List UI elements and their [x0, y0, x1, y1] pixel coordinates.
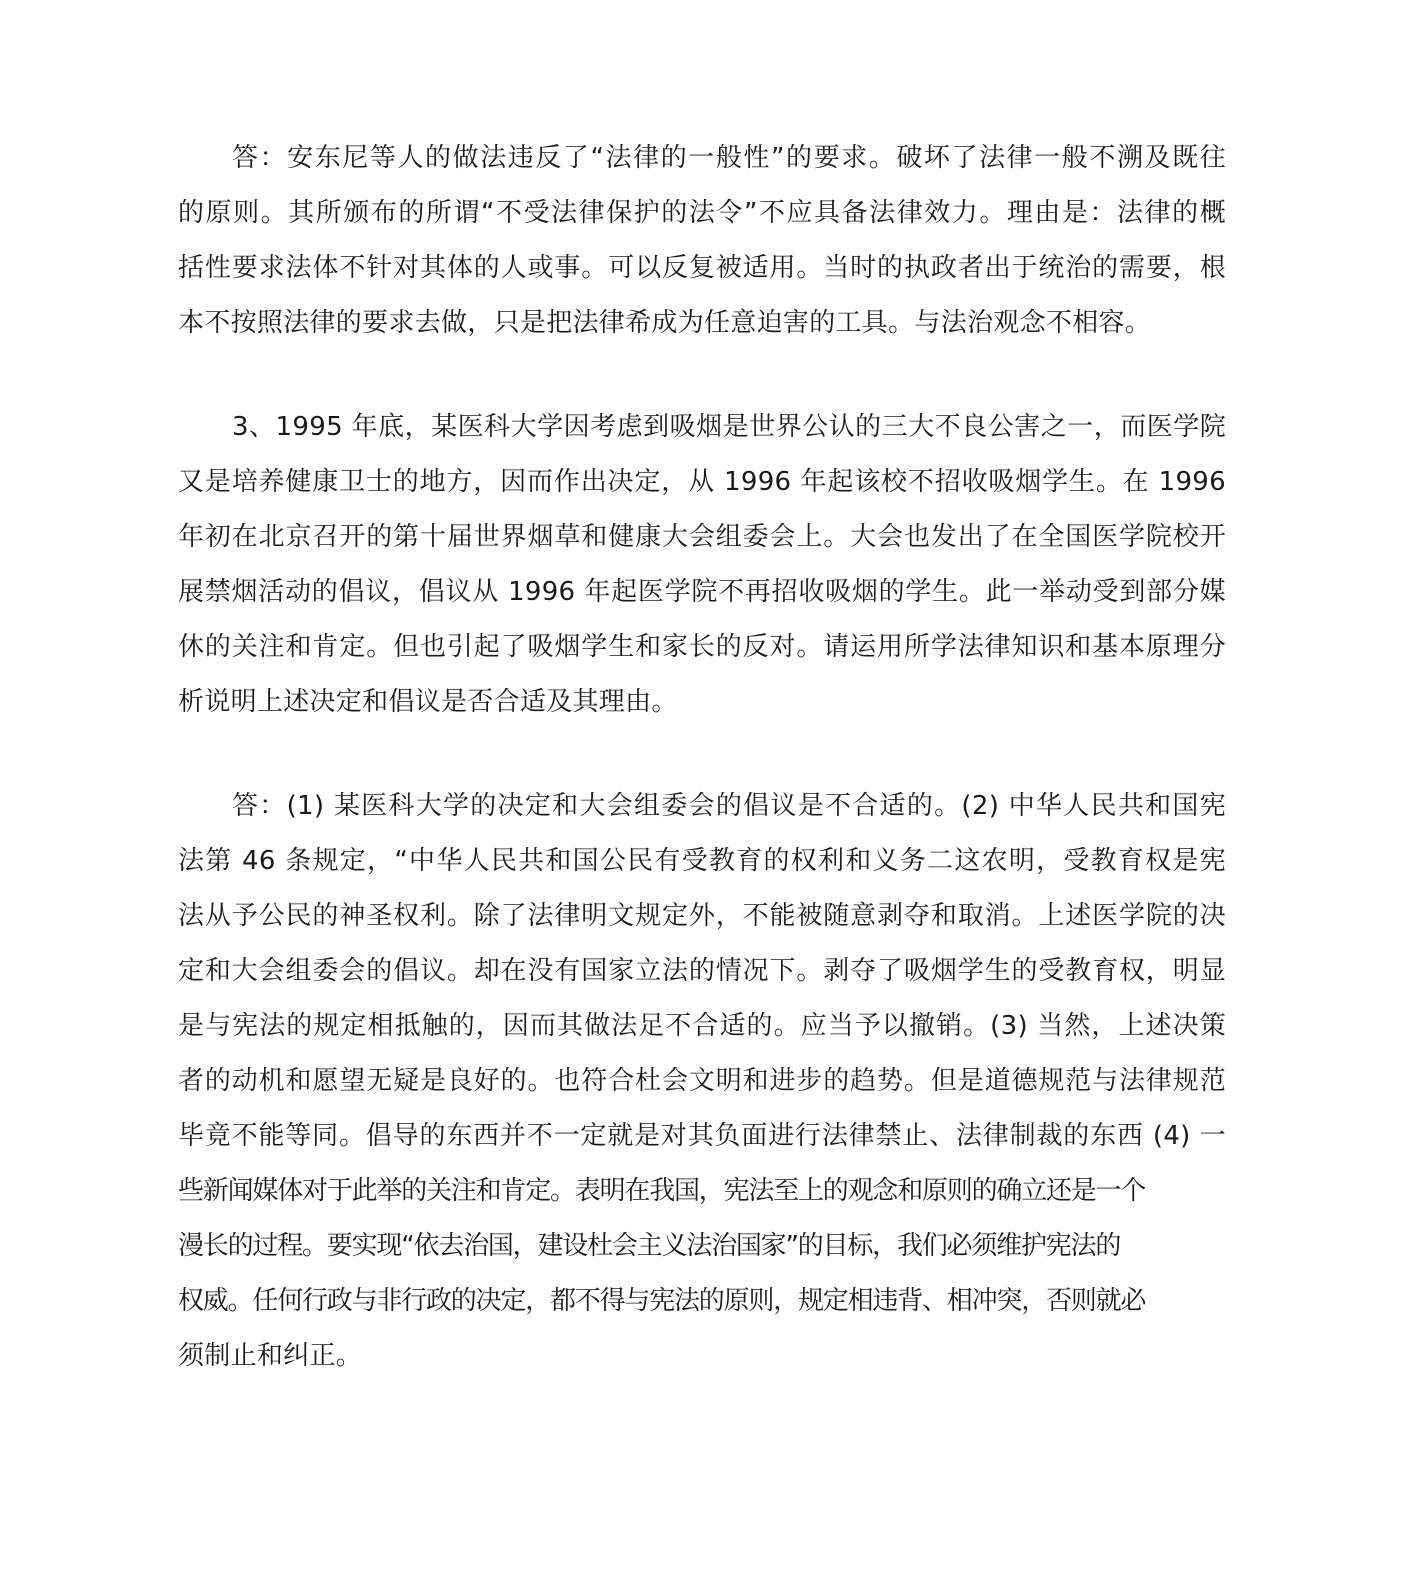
paragraph-2-line-1: 3、1995 年底，某医科大学因考虑到吸烟是世界公认的三大不良公害之一，而医学院 — [232, 412, 1226, 442]
paragraph-3-line-8: 些新闻媒体对于此举的关注和肯定。表明在我国，宪法至上的观念和原则的确立还是一个 — [178, 1176, 1146, 1206]
paragraph-3-line-4: 定和大会组委会的倡议。却在没有国家立法的情况下。剥夺了吸烟学生的受教育权，明显 — [178, 956, 1226, 986]
paragraph-3-line-6: 者的动机和愿望无疑是良好的。也符合杜会文明和进步的趋势。但是道德规范与法律规范 — [178, 1066, 1226, 1096]
paragraph-3-line-11: 须制止和纠正。 — [178, 1341, 363, 1371]
paragraph-3-line-7: 毕竟不能等同。倡导的东西并不一定就是对其负面进行法律禁止、法律制裁的东西 (4) 一 — [178, 1121, 1226, 1151]
paragraph-2-line-3: 年初在北京召开的第十届世界烟草和健康大会组委会上。大会也发出了在全国医学院校开 — [178, 522, 1226, 552]
paragraph-3-line-10: 权威。任何行政与非行政的决定，都不得与宪法的原则，规定相违背、相冲突，否则就必 — [178, 1286, 1146, 1316]
paragraph-1-line-3: 括性要求法体不针对其体的人或事。可以反复被适用。当时的执政者出于统治的需要，根 — [178, 253, 1226, 283]
paragraph-1-line-1: 答：安东尼等人的做法违反了“法律的一般性”的要求。破坏了法律一般不溯及既往 — [232, 143, 1226, 173]
paragraph-3-line-5: 是与宪法的规定相抵触的，因而其做法足不合适的。应当予以撤销。(3) 当然，上述决策 — [178, 1011, 1226, 1041]
paragraph-1-line-4: 本不按照法律的要求去做，只是把法律希成为任意迫害的工具。与法治观念不相容。 — [178, 308, 1152, 338]
paragraph-3-line-9: 漫长的过程。要实现“依去治国，建设杜会主义法治国家”的目标，我们必须维护宪法的 — [178, 1231, 1121, 1261]
paragraph-2-line-5: 休的关注和肯定。但也引起了吸烟学生和家长的反对。请运用所学法律知识和基本原理分 — [178, 632, 1226, 662]
paragraph-2-line-4: 展禁烟活动的倡议，倡议从 1996 年起医学院不再招收吸烟的学生。此一举动受到部分媒 — [178, 577, 1226, 607]
paragraph-3-line-1: 答：(1) 某医科大学的决定和大会组委会的倡议是不合适的。(2) 中华人民共和国宪 — [232, 791, 1226, 821]
paragraph-2-line-6: 析说明上述决定和倡议是否合适及其理由。 — [178, 687, 678, 717]
paragraph-1-line-2: 的原则。其所颁布的所谓“不受法律保护的法令”不应具备法律效力。理由是：法律的概 — [178, 198, 1226, 228]
paragraph-2-line-2: 又是培养健康卫士的地方，因而作出决定，从 1996 年起该校不招收吸烟学生。在 1996 — [178, 467, 1226, 497]
paragraph-3-line-2: 法第 46 条规定，“中华人民共和国公民有受教育的权利和义务二这农明，受教育权是宪 — [178, 846, 1226, 876]
paragraph-3-line-3: 法从予公民的神圣权利。除了法律明文规定外，不能被随意剥夺和取消。上述医学院的决 — [178, 901, 1226, 931]
